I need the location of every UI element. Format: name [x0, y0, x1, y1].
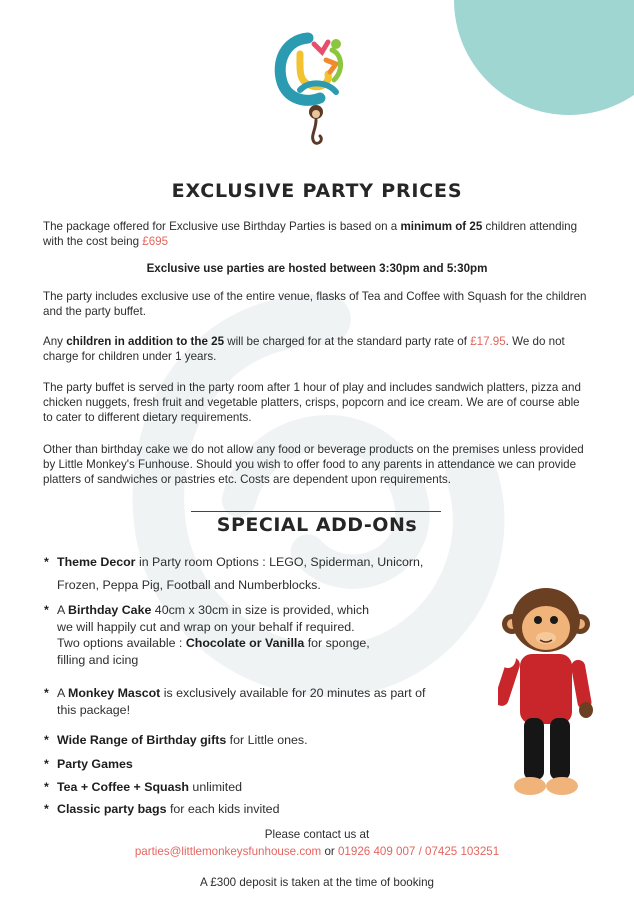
monkey-mascot-image — [498, 586, 594, 802]
corner-decoration — [454, 0, 634, 115]
buffet-paragraph: The party buffet is served in the party room after 1 hour of play and includes sandwich platters, pizza and chicken nuggets, fresh fruit and vegetable platters, crisps, popcorn and ice cream. We are of course able to cater to different dietary requirements. — [43, 381, 581, 424]
deposit-notice: A £300 deposit is taken at the time of booking — [200, 876, 434, 889]
addon-bags: * Classic party bags for each kids invited — [44, 802, 280, 816]
addons-title: SPECIAL ADD-ONs — [216, 514, 418, 536]
logo — [270, 30, 360, 150]
hours-notice: Exclusive use parties are hosted between 3:30pm and 5:30pm — [146, 262, 488, 275]
additional-children-paragraph: Any children in addition to the 25 will be charged for at the standard party rate of £17.95. We do not charge for children under 1 years. — [43, 335, 565, 363]
addon-cake: * A Birthday Cake 40cm x 30cm in size is provided, which we will happily cut and wrap on your behalf if required. Two options available : Chocolate or Vanilla for sponge, filling and icing — [44, 603, 370, 667]
contact-line: Please contact us at — [264, 828, 370, 841]
contact-details: parties@littlemonkeysfunhouse.com or 01926 409 007 / 07425 103251 — [134, 845, 500, 858]
includes-paragraph: The party includes exclusive use of the entire venue, flasks of Tea and Coffee with Squash for the children and the party buffet. — [43, 290, 587, 318]
food-policy-paragraph: Other than birthday cake we do not allow any food or beverage products on the premises unless provided by Little Monkey's Funhouse. Should you wish to offer food to any parents in attendance we can provide platters of sandwiches or pastries etc. Costs are dependent upon requirements. — [43, 443, 584, 486]
contact-email-link[interactable]: parties@littlemonkeysfunhouse.com — [134, 845, 322, 858]
addon-drinks: * Tea + Coffee + Squash unlimited — [44, 780, 243, 794]
additional-price: £17.95 — [470, 335, 506, 348]
intro-paragraph: The package offered for Exclusive use Birthday Parties is based on a minimum of 25 children attending with the cost being £695 — [43, 220, 578, 248]
addon-gifts: * Wide Range of Birthday gifts for Little ones. — [44, 733, 308, 747]
page-title: EXCLUSIVE PARTY PRICES — [171, 180, 463, 202]
addon-mascot: * A Monkey Mascot is exclusively available for 20 minutes as part of this package! — [44, 686, 426, 717]
addon-theme: * Theme Decor in Party room Options : LEGO, Spiderman, Unicorn, Frozen, Peppa Pig, Football and Numberblocks. — [44, 555, 424, 592]
package-price: £695 — [142, 235, 169, 248]
addon-games: * Party Games — [44, 757, 133, 771]
divider — [191, 511, 441, 512]
contact-phone-link[interactable]: 01926 409 007 / 07425 103251 — [337, 845, 500, 858]
